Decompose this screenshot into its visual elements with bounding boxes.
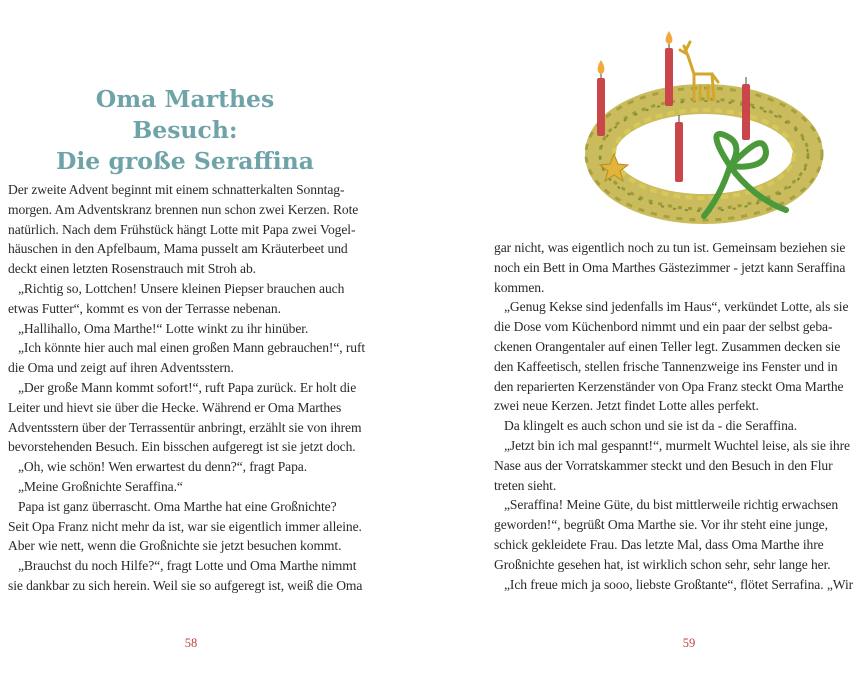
right-page [430,0,860,688]
text-line: die Oma und zeigt auf ihren Adventsstern. [8,360,234,376]
text-line: gar nicht, was eigentlich noch zu tun ist. Gemeinsam beziehen sie [494,240,846,255]
text-line: zwei neue Kerzen. Jetzt findet Lotte alles perfekt. [494,398,759,414]
text-line: häuschen in den Apfelbaum, Mama pusselt am Kräuterbeet und [8,241,348,257]
text-line: Der zweite Advent beginnt mit einem schnatterkalten Sonntag- [8,182,345,197]
text-line: „Hallihallo, Oma Marthe!“ Lotte winkt zu ihr hinüber. [18,320,309,336]
text-line: „Meine Großnichte Seraffina.“ [18,478,183,494]
text-line: schick gekleidete Frau. Das letzte Mal, dass Oma Marthe ihre [494,536,824,552]
candle-back-left [597,60,605,136]
text-line: Großnichte gesehen hat, ist wirklich schon sehr, sehr lange her. [494,556,831,572]
text-line: Da klingelt es auch schon und sie ist da - die Seraffina. [504,418,798,434]
text-line: Leiter und hievt sie über die Hecke. Während er Oma Marthes [8,399,342,415]
chapter-title-line-1: Oma Marthes Besuch: [95,85,275,144]
candle-front [675,115,683,182]
text-line: „Genug Kekse sind jedenfalls im Haus“, verkündet Lotte, als sie [504,299,849,315]
text-line: sie dankbar zu sich herein. Weil sie so aufgeregt ist, weiß die Oma [8,577,363,593]
text-line: Adventsstern über der Terrassentür anbringt, erzählt sie von ihrem [8,419,362,435]
text-line: „Ich könnte hier auch mal einen großen Mann gebrauchen!“, ruft [18,340,366,356]
page-number-right: 59 [682,636,696,650]
chapter-title-line-2: Die große Seraffina [56,147,314,175]
right-page-body [494,238,856,594]
text-line: treten sieht. [494,477,557,493]
text-line: „Oh, wie schön! Wen erwartest du denn?“, fragt Papa. [18,459,308,475]
text-line: den reparierten Kerzenständer von Opa Franz steckt Oma Marthe [494,378,844,394]
candle-back-center [665,31,673,106]
text-line: kommen. [494,279,545,295]
text-line: Nase aus der Vorratskammer steckt und den Besuch in den Flur [494,457,833,473]
text-line: „Jetzt bin ich mal gespannt!“, murmelt Wuchtel leise, als sie ihre [504,437,850,453]
advent-wreath-icon [554,26,854,226]
wreath-greenery [586,88,822,220]
text-line: „Brauchst du noch Hilfe?“, fragt Lotte und Oma Marthe nimmt [18,558,357,574]
chapter-title [40,84,330,177]
text-line: Papa ist ganz überrascht. Oma Marthe hat eine Großnichte? [18,498,337,514]
page-number-left: 58 [184,636,198,650]
left-page-body [8,180,368,596]
text-line: „Ich freue mich ja sooo, liebste Großtante“, flötet Serrafina. „Wir [504,576,854,592]
text-line: Seit Opa Franz nicht mehr da ist, war sie eigentlich immer alleine. [8,518,362,534]
text-line: bevorstehenden Besuch. Ein bisschen aufgeregt ist sie jetzt doch. [8,439,356,455]
text-line: „Der große Mann kommt sofort!“, ruft Papa zurück. Er holt die [18,379,357,395]
candle-back-right [742,77,750,140]
text-line: „Seraffina! Meine Güte, du bist mittlerweile richtig erwachsen [504,497,839,513]
candle-flame-icon [598,60,605,74]
text-line: geworden!“, begrüßt Oma Marthe sie. Vor ihr steht eine junge, [494,517,828,533]
text-line: natürlich. Nach dem Frühstück hängt Lotte mit Papa zwei Vogel- [8,221,356,237]
text-line: noch ein Bett in Oma Marthes Gästezimmer - jetzt kann Seraffina [494,259,846,275]
text-line: morgen. Am Adventskranz brennen nun schon zwei Kerzen. Rote [8,201,359,217]
candle-flame-icon [666,31,673,44]
text-line: den Kaffeetisch, stellen frische Tannenzweige ins Fenster und in [494,358,838,374]
text-line: die Dose vom Küchenbord nimmt und ein paar der selbst geba- [494,319,833,335]
text-line: Aber wie nett, wenn die Großnichte sie jetzt besuchen kommt. [8,538,342,554]
text-line: „Richtig so, Lottchen! Unsere kleinen Piepser brauchen auch [18,280,345,296]
text-line: ckenen Orangentaler auf einen Teller legt. Zusammen decken sie [494,338,841,354]
text-line: etwas Futter“, kommt es von der Terrasse nebenan. [8,300,281,316]
text-line: deckt einen letzten Rosenstrauch mit Stroh ab. [8,261,256,277]
